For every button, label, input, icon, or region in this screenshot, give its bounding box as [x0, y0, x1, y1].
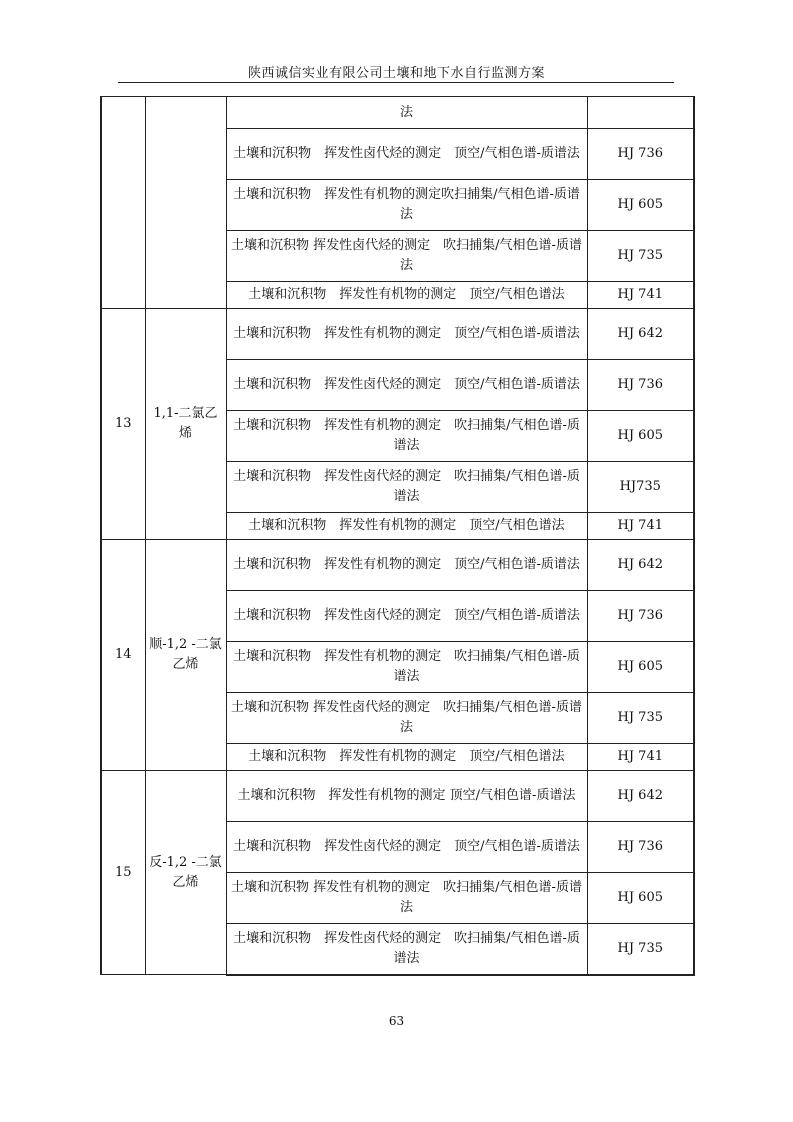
method-cell: 土壤和沉积物 挥发性有机物的测定 顶空/气相色谱-质谱法	[226, 771, 587, 822]
standard-cell: HJ 642	[587, 540, 694, 591]
standard-cell: HJ735	[587, 462, 694, 513]
method-cell: 土壤和沉积物 挥发性卤代烃的测定 顶空/气相色谱-质谱法	[226, 591, 587, 642]
table-row	[101, 309, 694, 360]
page-number: 63	[388, 1014, 405, 1028]
method-cell: 土壤和沉积物 挥发性有机物的测定 吹扫捕集/气相色谱-质谱法	[226, 411, 587, 462]
standard-cell: HJ 741	[587, 513, 694, 540]
standard-cell: HJ 741	[587, 744, 694, 771]
method-cell: 法	[226, 97, 587, 129]
item-number	[101, 97, 145, 309]
item-number: 13	[101, 309, 145, 540]
item-number: 15	[101, 771, 145, 975]
table-row	[101, 97, 694, 129]
method-cell: 土壤和沉积物 挥发性有机物的测定 顶空/气相色谱-质谱法	[226, 540, 587, 591]
item-name: 顺-1,2 -二氯乙烯	[145, 540, 226, 771]
standard-cell: HJ 735	[587, 924, 694, 975]
standard-cell: HJ 736	[587, 822, 694, 873]
item-name: 1,1-二氯乙烯	[145, 309, 226, 540]
method-cell: 土壤和沉积物 挥发性卤代烃的测定 顶空/气相色谱-质谱法	[226, 360, 587, 411]
table-row	[101, 771, 694, 822]
standard-cell: HJ 741	[587, 282, 694, 309]
method-cell: 土壤和沉积物 挥发性卤代烃的测定 吹扫捕集/气相色谱-质谱法	[226, 924, 587, 975]
table-row	[101, 540, 694, 591]
standard-cell: HJ 605	[587, 180, 694, 231]
method-cell: 土壤和沉积物 挥发性卤代烃的测定 吹扫捕集/气相色谱-质谱法	[226, 462, 587, 513]
method-cell: 土壤和沉积物 挥发性有机物的测定 顶空/气相色谱法	[226, 282, 587, 309]
standard-cell: HJ 605	[587, 873, 694, 924]
method-table	[100, 96, 695, 976]
method-cell: 土壤和沉积物 挥发性有机物的测定 顶空/气相色谱-质谱法	[226, 309, 587, 360]
standard-cell: HJ 605	[587, 642, 694, 693]
standard-cell: HJ 642	[587, 771, 694, 822]
method-cell: 土壤和沉积物 挥发性卤代烃的测定 顶空/气相色谱-质谱法	[226, 129, 587, 180]
standard-cell: HJ 735	[587, 231, 694, 282]
item-name: 反-1,2 -二氯乙烯	[145, 771, 226, 975]
method-cell: 土壤和沉积物 挥发性卤代烃的测定 吹扫捕集/气相色谱-质谱法	[226, 231, 587, 282]
item-name	[145, 97, 226, 309]
page-header-title: 陕西诚信实业有限公司土壤和地下水自行监测方案	[247, 66, 545, 81]
method-cell: 土壤和沉积物 挥发性卤代烃的测定 顶空/气相色谱-质谱法	[226, 822, 587, 873]
method-cell: 土壤和沉积物 挥发性有机物的测定吹扫捕集/气相色谱-质谱法	[226, 180, 587, 231]
method-cell: 土壤和沉积物 挥发性有机物的测定 顶空/气相色谱法	[226, 744, 587, 771]
standard-cell: HJ 642	[587, 309, 694, 360]
standard-cell: HJ 605	[587, 411, 694, 462]
method-cell: 土壤和沉积物 挥发性有机物的测定 顶空/气相色谱法	[226, 513, 587, 540]
standard-cell: HJ 736	[587, 129, 694, 180]
item-number: 14	[101, 540, 145, 771]
method-cell: 土壤和沉积物 挥发性卤代烃的测定 吹扫捕集/气相色谱-质谱法	[226, 693, 587, 744]
standard-cell: HJ 735	[587, 693, 694, 744]
standard-cell	[587, 97, 694, 129]
standard-cell: HJ 736	[587, 360, 694, 411]
standard-cell: HJ 736	[587, 591, 694, 642]
method-cell: 土壤和沉积物 挥发性有机物的测定 吹扫捕集/气相色谱-质谱法	[226, 642, 587, 693]
method-cell: 土壤和沉积物 挥发性有机物的测定 吹扫捕集/气相色谱-质谱法	[226, 873, 587, 924]
header-rule	[118, 82, 674, 83]
